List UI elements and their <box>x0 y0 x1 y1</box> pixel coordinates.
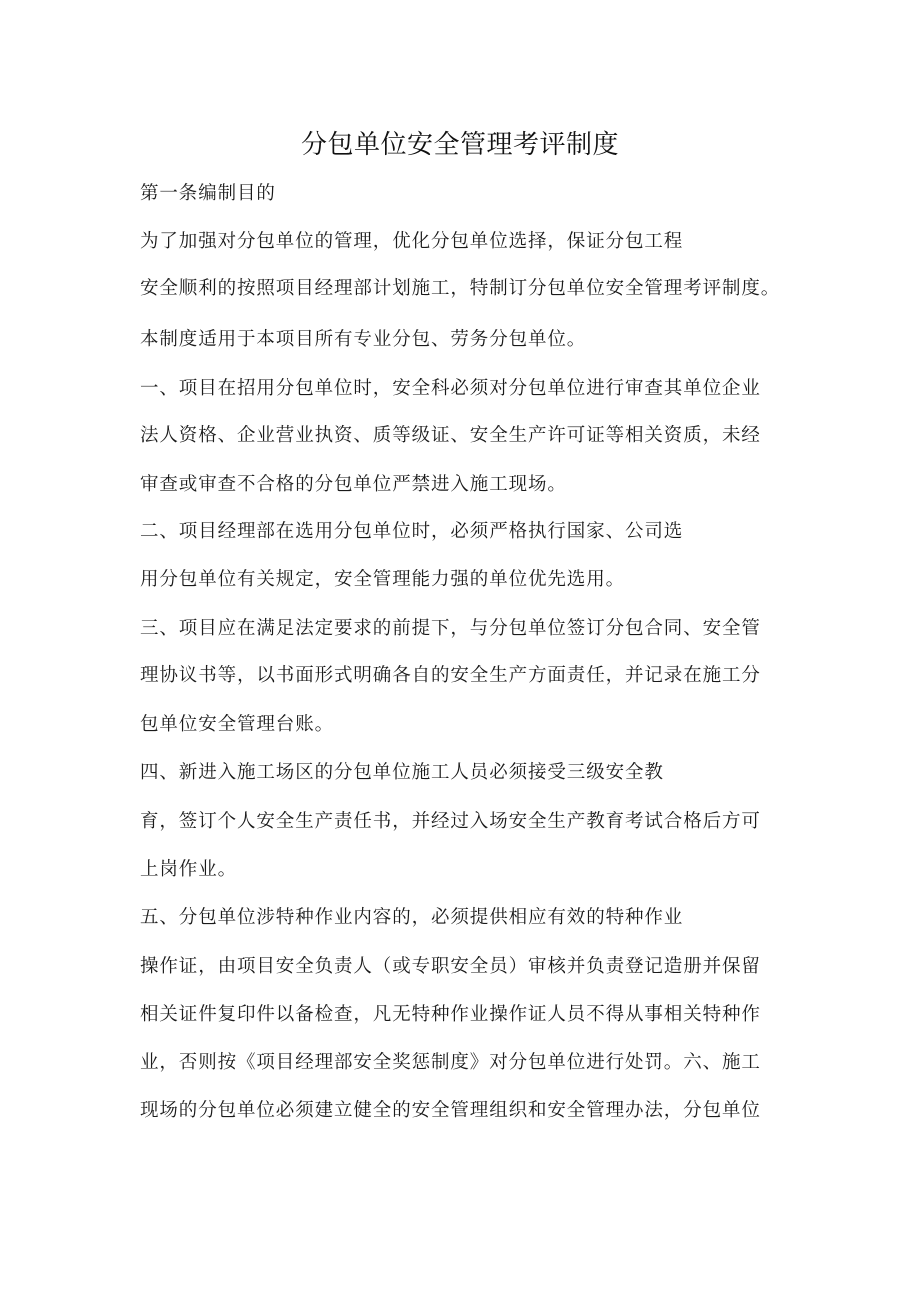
text-line: 相关证件复印件以备检查，凡无特种作业操作证人员不得从事相关特种作 <box>140 1004 761 1025</box>
text-line: 二、项目经理部在选用分包单位时，必须严格执行国家、公司选 <box>140 521 684 542</box>
text-line: 用分包单位有关规定，安全管理能力强的单位优先选用。 <box>140 569 626 590</box>
text-line: 安全顺利的按照项目经理部计划施工，特制订分包单位安全管理考评制度。 <box>140 278 781 299</box>
text-line: 五、分包单位涉特种作业内容的，必须提供相应有效的特种作业 <box>140 907 684 928</box>
text-line: 现场的分包单位必须建立健全的安全管理组织和安全管理办法，分包单位 <box>140 1100 761 1121</box>
text-line: 业，否则按《项目经理部安全奖惩制度》对分包单位进行处罚。六、施工 <box>140 1052 761 1073</box>
text-line: 本制度适用于本项目所有专业分包、劳务分包单位。 <box>140 329 587 350</box>
text-line: 包单位安全管理台账。 <box>140 714 335 735</box>
text-line: 操作证，由项目安全负责人（或专职安全员）审核并负责登记造册并保留 <box>140 956 761 977</box>
text-line: 一、项目在招用分包单位时，安全科必须对分包单位进行审查其单位企业 <box>140 378 761 399</box>
text-line: 为了加强对分包单位的管理，优化分包单位选择，保证分包工程 <box>140 231 684 252</box>
text-line: 四、新进入施工场区的分包单位施工人员必须接受三级安全教 <box>140 762 664 783</box>
text-line: 育，签订个人安全生产责任书，并经过入场安全生产教育考试合格后方可 <box>140 811 761 832</box>
text-line: 三、项目应在满足法定要求的前提下，与分包单位签订分包合同、安全管 <box>140 618 761 639</box>
text-line: 法人资格、企业营业执资、质等级证、安全生产许可证等相关资质，未经 <box>140 425 761 446</box>
text-line: 理协议书等，以书面形式明确各自的安全生产方面责任，并记录在施工分 <box>140 665 761 686</box>
document-title: 分包单位安全管理考评制度 <box>300 130 619 160</box>
text-line: 第一条编制目的 <box>140 183 276 204</box>
text-line: 上岗作业。 <box>140 859 238 880</box>
text-line: 审查或审查不合格的分包单位严禁进入施工现场。 <box>140 474 567 495</box>
